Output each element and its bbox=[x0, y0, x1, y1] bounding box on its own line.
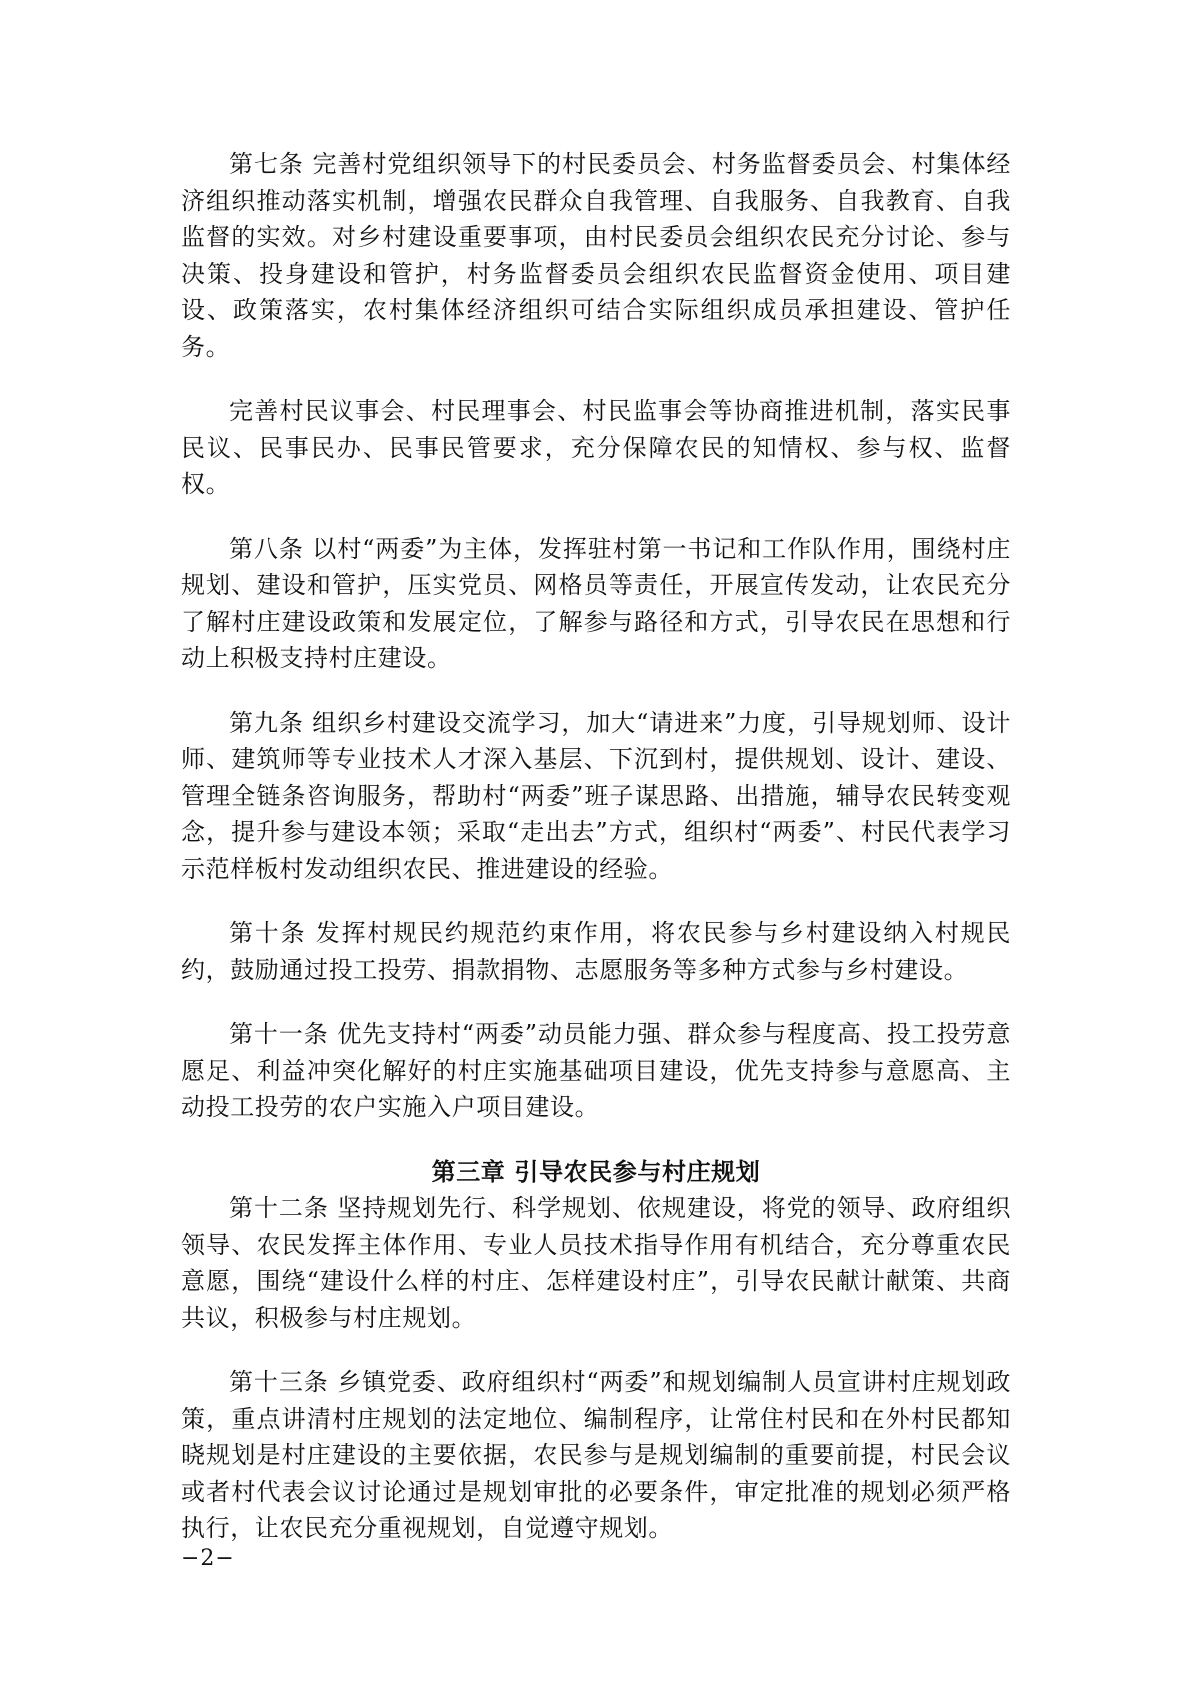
article-8: 第八条 以村“两委”为主体，发挥驻村第一书记和工作队作用，围绕村庄规划、建设和管护，压实党员、网格员等责任，开展宣传发动，让农民充分了解村庄建设政策和发展定位，了解参与路径和方式，引导农民在思想和行动上积极支持村庄建设。 bbox=[181, 534, 1011, 672]
article-7: 第七条 完善村党组织领导下的村民委员会、村务监督委员会、村集体经济组织推动落实机制，增强农民群众自我管理、自我服务、自我教育、自我监督的实效。对乡村建设重要事项，由村民委员会组织农民充分讨论、参与决策、投身建设和管护，村务监督委员会组织农民监督资金使用、项目建设、政策落实，农村集体经济组织可结合实际组织成员承担建设、管护任务。 bbox=[181, 150, 1011, 361]
article-11: 第十一条 优先支持村“两委”动员能力强、群众参与程度高、投工投劳意愿足、利益冲突化解好的村庄实施基础项目建设，优先支持参与意愿高、主动投工投劳的农户实施入户项目建设。 bbox=[181, 1020, 1011, 1121]
article-13: 第十三条 乡镇党委、政府组织村“两委”和规划编制人员宣讲村庄规划政策，重点讲清村庄规划的法定地位、编制程序，让常住村民和在外村民都知晓规划是村庄建设的主要依据，农民参与是规划编制的重要前提，村民会议或者村代表会议讨论通过是规划审批的必要条件，审定批准的规划必须严格执行，让农民充分重视规划，自觉遵守规划。 bbox=[181, 1368, 1011, 1542]
article-9: 第九条 组织乡村建设交流学习，加大“请进来”力度，引导规划师、设计师、建筑师等专业技术人才深入基层、下沉到村，提供规划、设计、建设、管理全链条咨询服务，帮助村“两委”班子谋思路、出措施，辅导农民转变观念，提升参与建设本领；采取“走出去”方式，组织村“两委”、村民代表学习示范样板村发动组织农民、推进建设的经验。 bbox=[181, 708, 1011, 883]
page-number: −2− bbox=[181, 1546, 235, 1571]
article-10: 第十条 发挥村规民约规范约束作用，将农民参与乡村建设纳入村规民约，鼓励通过投工投劳、捐款捐物、志愿服务等多种方式参与乡村建设。 bbox=[181, 919, 1011, 984]
document-body bbox=[181, 146, 1011, 1575]
article-7-continued: 完善村民议事会、村民理事会、村民监事会等协商推进机制，落实民事民议、民事民办、民事民管要求，充分保障农民的知情权、参与权、监督权。 bbox=[181, 397, 1011, 498]
chapter-title: 第三章 引导农民参与村庄规划 bbox=[431, 1157, 761, 1186]
article-12: 第十二条 坚持规划先行、科学规划、依规建设，将党的领导、政府组织领导、农民发挥主体作用、专业人员技术指导作用有机结合，充分尊重农民意愿，围绕“建设什么样的村庄、怎样建设村庄”，引导农民献计献策、共商共议，积极参与村庄规划。 bbox=[181, 1194, 1011, 1332]
